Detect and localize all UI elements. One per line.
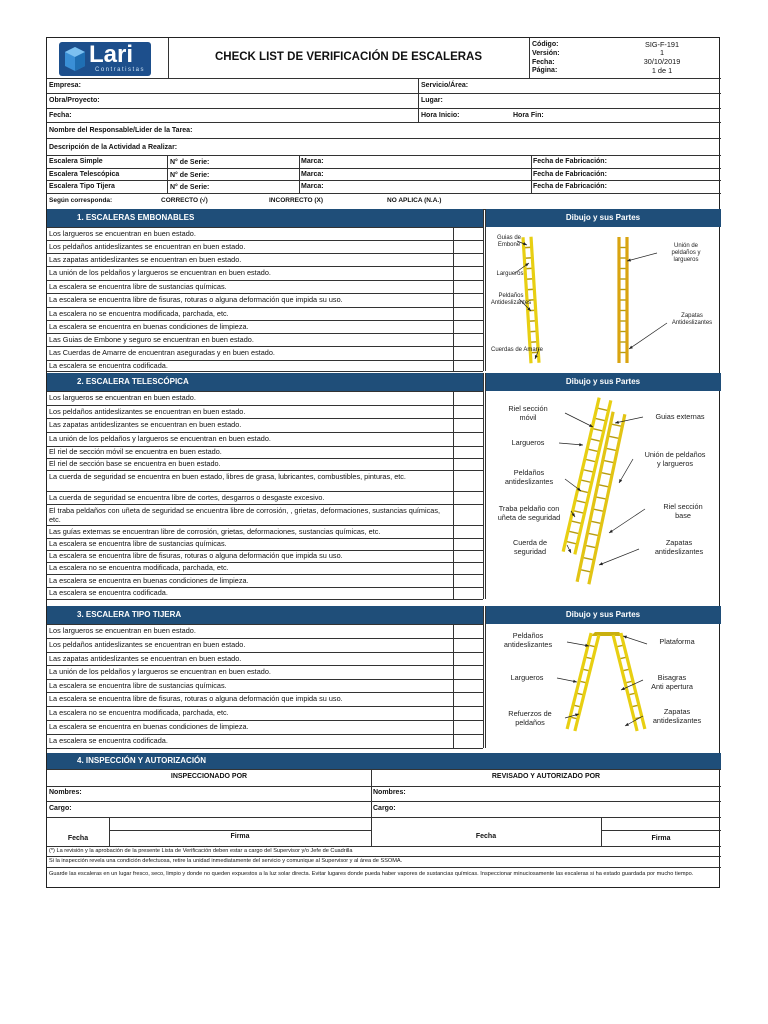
checklist-item: La escalera se encuentra libre de sustancias químicas. xyxy=(49,680,227,690)
check-box[interactable] xyxy=(453,624,483,638)
legend-correct: CORRECTO (√) xyxy=(161,197,208,204)
checklist-item: La escalera no se encuentra modificada, parchada, etc. xyxy=(49,563,229,572)
check-box[interactable] xyxy=(453,227,483,240)
hora-fin-label: Hora Fin: xyxy=(513,112,544,119)
check-box[interactable] xyxy=(453,665,483,679)
ladder-type-name: Escalera Tipo Tijera xyxy=(49,183,115,190)
meta-value: 1 de 1 xyxy=(651,65,673,75)
checklist-item: Los peldaños antideslizantes se encuentran en buen estado. xyxy=(49,406,246,416)
checklist-item: La escalera se encuentra libre de fisuras, roturas o alguna deformación que impida su uso. xyxy=(49,694,343,703)
section-4-header: 4. INSPECCIÓN Y AUTORIZACIÓN xyxy=(47,753,721,769)
checklist-item: La escalera se encuentra libre de sustancias químicas. xyxy=(49,281,227,291)
check-box[interactable] xyxy=(453,587,483,599)
meta-value: SIG-F-191 xyxy=(644,39,680,49)
check-box[interactable] xyxy=(453,491,483,504)
checklist-item: La escalera se encuentra codificada. xyxy=(49,588,168,597)
part-label: Traba peldaño con uñeta de seguridad xyxy=(497,504,561,522)
meta-label: Código: xyxy=(532,41,559,48)
legend-label: Según corresponda: xyxy=(49,197,113,204)
lugar-label: Lugar: xyxy=(421,97,443,104)
ladder-diagram xyxy=(487,626,719,746)
inspector-fecha-label: Fecha xyxy=(67,835,89,842)
checklist-item: Los largueros se encuentran en buen estado. xyxy=(49,626,196,635)
reviewer-fecha-label: Fecha xyxy=(475,833,497,840)
checklist-item: La escalera se encuentra codificada. xyxy=(49,736,168,745)
section-1-header: 1. ESCALERAS EMBONABLES xyxy=(47,209,483,227)
obra-label: Obra/Proyecto: xyxy=(49,97,100,104)
check-box[interactable] xyxy=(453,574,483,587)
checklist-item: Las zapatas antideslizantes se encuentran en buen estado. xyxy=(49,254,242,264)
check-box[interactable] xyxy=(453,240,483,253)
company-logo xyxy=(59,42,151,76)
checklist-item: Los largueros se encuentran en buen estado. xyxy=(49,393,196,402)
checklist-item: La escalera se encuentra libre de fisuras, roturas o alguna deformación que impida su uso. xyxy=(49,295,343,304)
meta-label: Página: xyxy=(532,67,558,74)
inspector-name-label: Nombres: xyxy=(49,789,82,796)
checklist-item: La unión de los peldaños y largueros se encuentran en buen estado. xyxy=(49,434,271,443)
checklist-item: Los largueros se encuentran en buen estado. xyxy=(49,228,196,238)
inspected-by-header: INSPECCIONADO POR xyxy=(170,773,248,780)
footnote-3: Guarde las escaleras en un lugar fresco, seco, limpio y donde no queden expuestos a la luz solar directa. Evitar lugares donde pueda haber vapores de sustancias químicas. Inspeccionar minuciosamente las escaleras si ha estado guardada por mucho tiempo. xyxy=(49,871,694,877)
reviewer-name-label: Nombres: xyxy=(373,789,406,796)
check-box[interactable] xyxy=(453,320,483,333)
part-label: Largueros xyxy=(511,438,545,447)
checklist-item: El traba peldaños con uñeta de seguridad se encuentra libre de corrosión, , grietas, deformaciones, sustancias químicas, etc. xyxy=(49,505,441,524)
reviewer-cargo-label: Cargo: xyxy=(373,805,396,812)
check-box[interactable] xyxy=(453,638,483,652)
check-box[interactable] xyxy=(453,525,483,538)
part-label: Riel sección base xyxy=(663,502,703,520)
empresa-label: Empresa: xyxy=(49,82,81,89)
responsable-label: Nombre del Responsable/Lider de la Tarea: xyxy=(49,127,193,134)
hora-inicio-label: Hora Inicio: xyxy=(421,112,460,119)
check-box[interactable] xyxy=(453,720,483,734)
checklist-item: Las zapatas antideslizantes se encuentran en buen estado. xyxy=(49,653,242,663)
part-label: Largueros xyxy=(496,271,524,277)
checklist-item: La unión de los peldaños y largueros se encuentran en buen estado. xyxy=(49,667,271,676)
ladder-illustration-icon xyxy=(487,393,719,597)
meta-value: 1 xyxy=(659,48,665,57)
checklist-item: Los peldaños antideslizantes se encuentran en buen estado. xyxy=(49,640,246,649)
checklist-item: La cuerda de seguridad se encuentra libre de cortes, desgarros o desgaste excesivo. xyxy=(49,492,325,502)
check-box[interactable] xyxy=(453,652,483,665)
logo-text: Lari xyxy=(89,41,134,68)
marca-label: Marca: xyxy=(301,158,324,165)
check-box[interactable] xyxy=(453,538,483,550)
drawing-header: Dibujo y sus Partes xyxy=(485,606,721,624)
ladder-type-name: Escalera Telescópica xyxy=(49,171,120,178)
footnote-2: Si la inspección revela una condición defectuosa, retire la unidad inmediatamente del servicio y comunique al Supervisor y al área de SSOMA. xyxy=(49,858,403,864)
checklist-item: La unión de los peldaños y largueros se encuentran en buen estado. xyxy=(49,268,271,277)
authorized-by-header: REVISADO Y AUTORIZADO POR xyxy=(491,773,601,780)
logo-subtext: Contratistas xyxy=(95,67,146,73)
part-label: Zapatas Antideslizantes xyxy=(671,313,713,327)
check-box[interactable] xyxy=(453,360,483,371)
part-label: Refuerzos de peldaños xyxy=(508,709,552,727)
check-box[interactable] xyxy=(453,418,483,432)
serie-label: N° de Serie: xyxy=(170,184,210,191)
checklist-item: Las Guias de Embone y seguro se encuentran en buen estado. xyxy=(49,334,254,344)
part-label: Peldaños antideslizantes xyxy=(503,631,553,649)
drawing-header: Dibujo y sus Partes xyxy=(485,209,721,227)
part-label: Riel sección móvil xyxy=(508,404,548,422)
inspector-cargo-label: Cargo: xyxy=(49,805,72,812)
checklist-form xyxy=(46,37,720,888)
ladder-type-name: Escalera Simple xyxy=(49,158,103,165)
ladder-diagram xyxy=(487,229,719,369)
drawing-header: Dibujo y sus Partes xyxy=(485,373,721,391)
part-label: Plataforma xyxy=(659,637,695,646)
meta-value: 30/10/2019 xyxy=(643,57,681,66)
serie-label: N° de Serie: xyxy=(170,172,210,179)
check-box[interactable] xyxy=(453,446,483,458)
check-box[interactable] xyxy=(453,266,483,280)
checklist-item: Las Cuerdas de Amarre de encuentran aseguradas y en buen estado. xyxy=(49,348,275,357)
check-box[interactable] xyxy=(453,679,483,692)
check-box[interactable] xyxy=(453,692,483,706)
ladder-diagram xyxy=(487,393,719,597)
checklist-item: La escalera no se encuentra modificada, parchada, etc. xyxy=(49,708,229,717)
part-label: Bisagras Anti apertura xyxy=(651,673,693,691)
check-box[interactable] xyxy=(453,706,483,720)
check-box[interactable] xyxy=(453,432,483,446)
meta-label: Fecha: xyxy=(532,58,555,66)
part-label: Guias externas xyxy=(655,412,705,421)
servicio-label: Servicio/Área: xyxy=(421,82,469,89)
marca-label: Marca: xyxy=(301,171,324,178)
checklist-item: La escalera se encuentra en buenas condiciones de limpieza. xyxy=(49,575,249,585)
fabricacion-label: Fecha de Fabricación: xyxy=(533,183,607,190)
checklist-item: Las zapatas antideslizantes se encuentran en buen estado. xyxy=(49,420,242,429)
checklist-item: La escalera se encuentra libre de fisuras, roturas o alguna deformación que impida su uso. xyxy=(49,551,343,560)
checklist-item: La escalera se encuentra en buenas condiciones de limpieza. xyxy=(49,321,249,331)
checklist-item: Los peldaños antideslizantes se encuentran en buen estado. xyxy=(49,241,246,251)
fabricacion-label: Fecha de Fabricación: xyxy=(533,158,607,165)
legend-incorrect: INCORRECTO (X) xyxy=(269,197,324,204)
reviewer-firma-label: Firma xyxy=(651,835,671,842)
check-box[interactable] xyxy=(453,734,483,748)
descripcion-label: Descripción de la Actividad a Realizar: xyxy=(49,144,178,151)
check-box[interactable] xyxy=(453,293,483,307)
check-box[interactable] xyxy=(453,504,483,525)
footnote-1: (*) La revisión y la aprobación de la presente Lista de Verificación deben estar a cargo del Supervisor y/o Jefe de Cuadrilla xyxy=(49,848,353,854)
part-label: Unión de peldaños y largueros xyxy=(671,243,701,264)
check-box[interactable] xyxy=(453,562,483,574)
part-label: Largueros xyxy=(510,673,544,682)
part-label: Unión de peldaños y largueros xyxy=(644,450,706,468)
check-box[interactable] xyxy=(453,253,483,266)
marca-label: Marca: xyxy=(301,183,324,190)
section-3-header: 3. ESCALERA TIPO TIJERA xyxy=(47,606,483,624)
check-box[interactable] xyxy=(453,405,483,418)
part-label: Zapatas antideslizantes xyxy=(652,707,702,725)
checklist-item: El riel de sección base se encuentra en buen estado. xyxy=(49,459,221,468)
checklist-item: La escalera se encuentra codificada. xyxy=(49,360,168,370)
check-box[interactable] xyxy=(453,307,483,320)
part-label: Cuerda de seguridad xyxy=(512,538,548,556)
part-label: Zapatas antideslizantes xyxy=(654,538,704,556)
inspector-firma-label: Firma xyxy=(230,833,250,840)
fabricacion-label: Fecha de Fabricación: xyxy=(533,171,607,178)
part-label: Peldaños antideslizantes xyxy=(504,468,554,486)
part-label: Cuerdas de Amarre xyxy=(490,347,544,353)
checklist-item: La cuerda de seguridad se encuentra en buen estado, libres de grasa, lubricantes, combustibles, pinturas, etc. xyxy=(49,471,406,481)
check-box[interactable] xyxy=(453,280,483,293)
checklist-item: El riel de sección móvil se encuentra en buen estado. xyxy=(49,447,222,456)
checklist-item: La escalera se encuentra en buenas condiciones de limpieza. xyxy=(49,722,249,731)
checklist-item: La escalera se encuentra libre de sustancias químicas. xyxy=(49,539,227,548)
check-box[interactable] xyxy=(453,458,483,470)
check-box[interactable] xyxy=(453,391,483,405)
check-box[interactable] xyxy=(453,470,483,491)
legend-na: NO APLICA (N.A.) xyxy=(387,197,442,204)
check-box[interactable] xyxy=(453,333,483,346)
part-label: Guias de Embone xyxy=(496,235,521,249)
check-box[interactable] xyxy=(453,550,483,562)
section-2-header: 2. ESCALERA TELESCÓPICA xyxy=(47,373,483,391)
serie-label: N° de Serie: xyxy=(170,159,210,166)
checklist-item: Las guías externas se encuentran libre de corrosión, grietas, deformaciones, sustancias químicas, etc. xyxy=(49,526,381,536)
checklist-item: La escalera no se encuentra modificada, parchada, etc. xyxy=(49,308,229,318)
fecha-label: Fecha: xyxy=(49,112,72,119)
check-box[interactable] xyxy=(453,346,483,360)
form-title: CHECK LIST DE VERIFICACIÓN DE ESCALERAS xyxy=(214,51,483,63)
meta-label: Versión: xyxy=(532,49,560,57)
part-label: Peldaños Antideslizantes xyxy=(490,293,532,307)
